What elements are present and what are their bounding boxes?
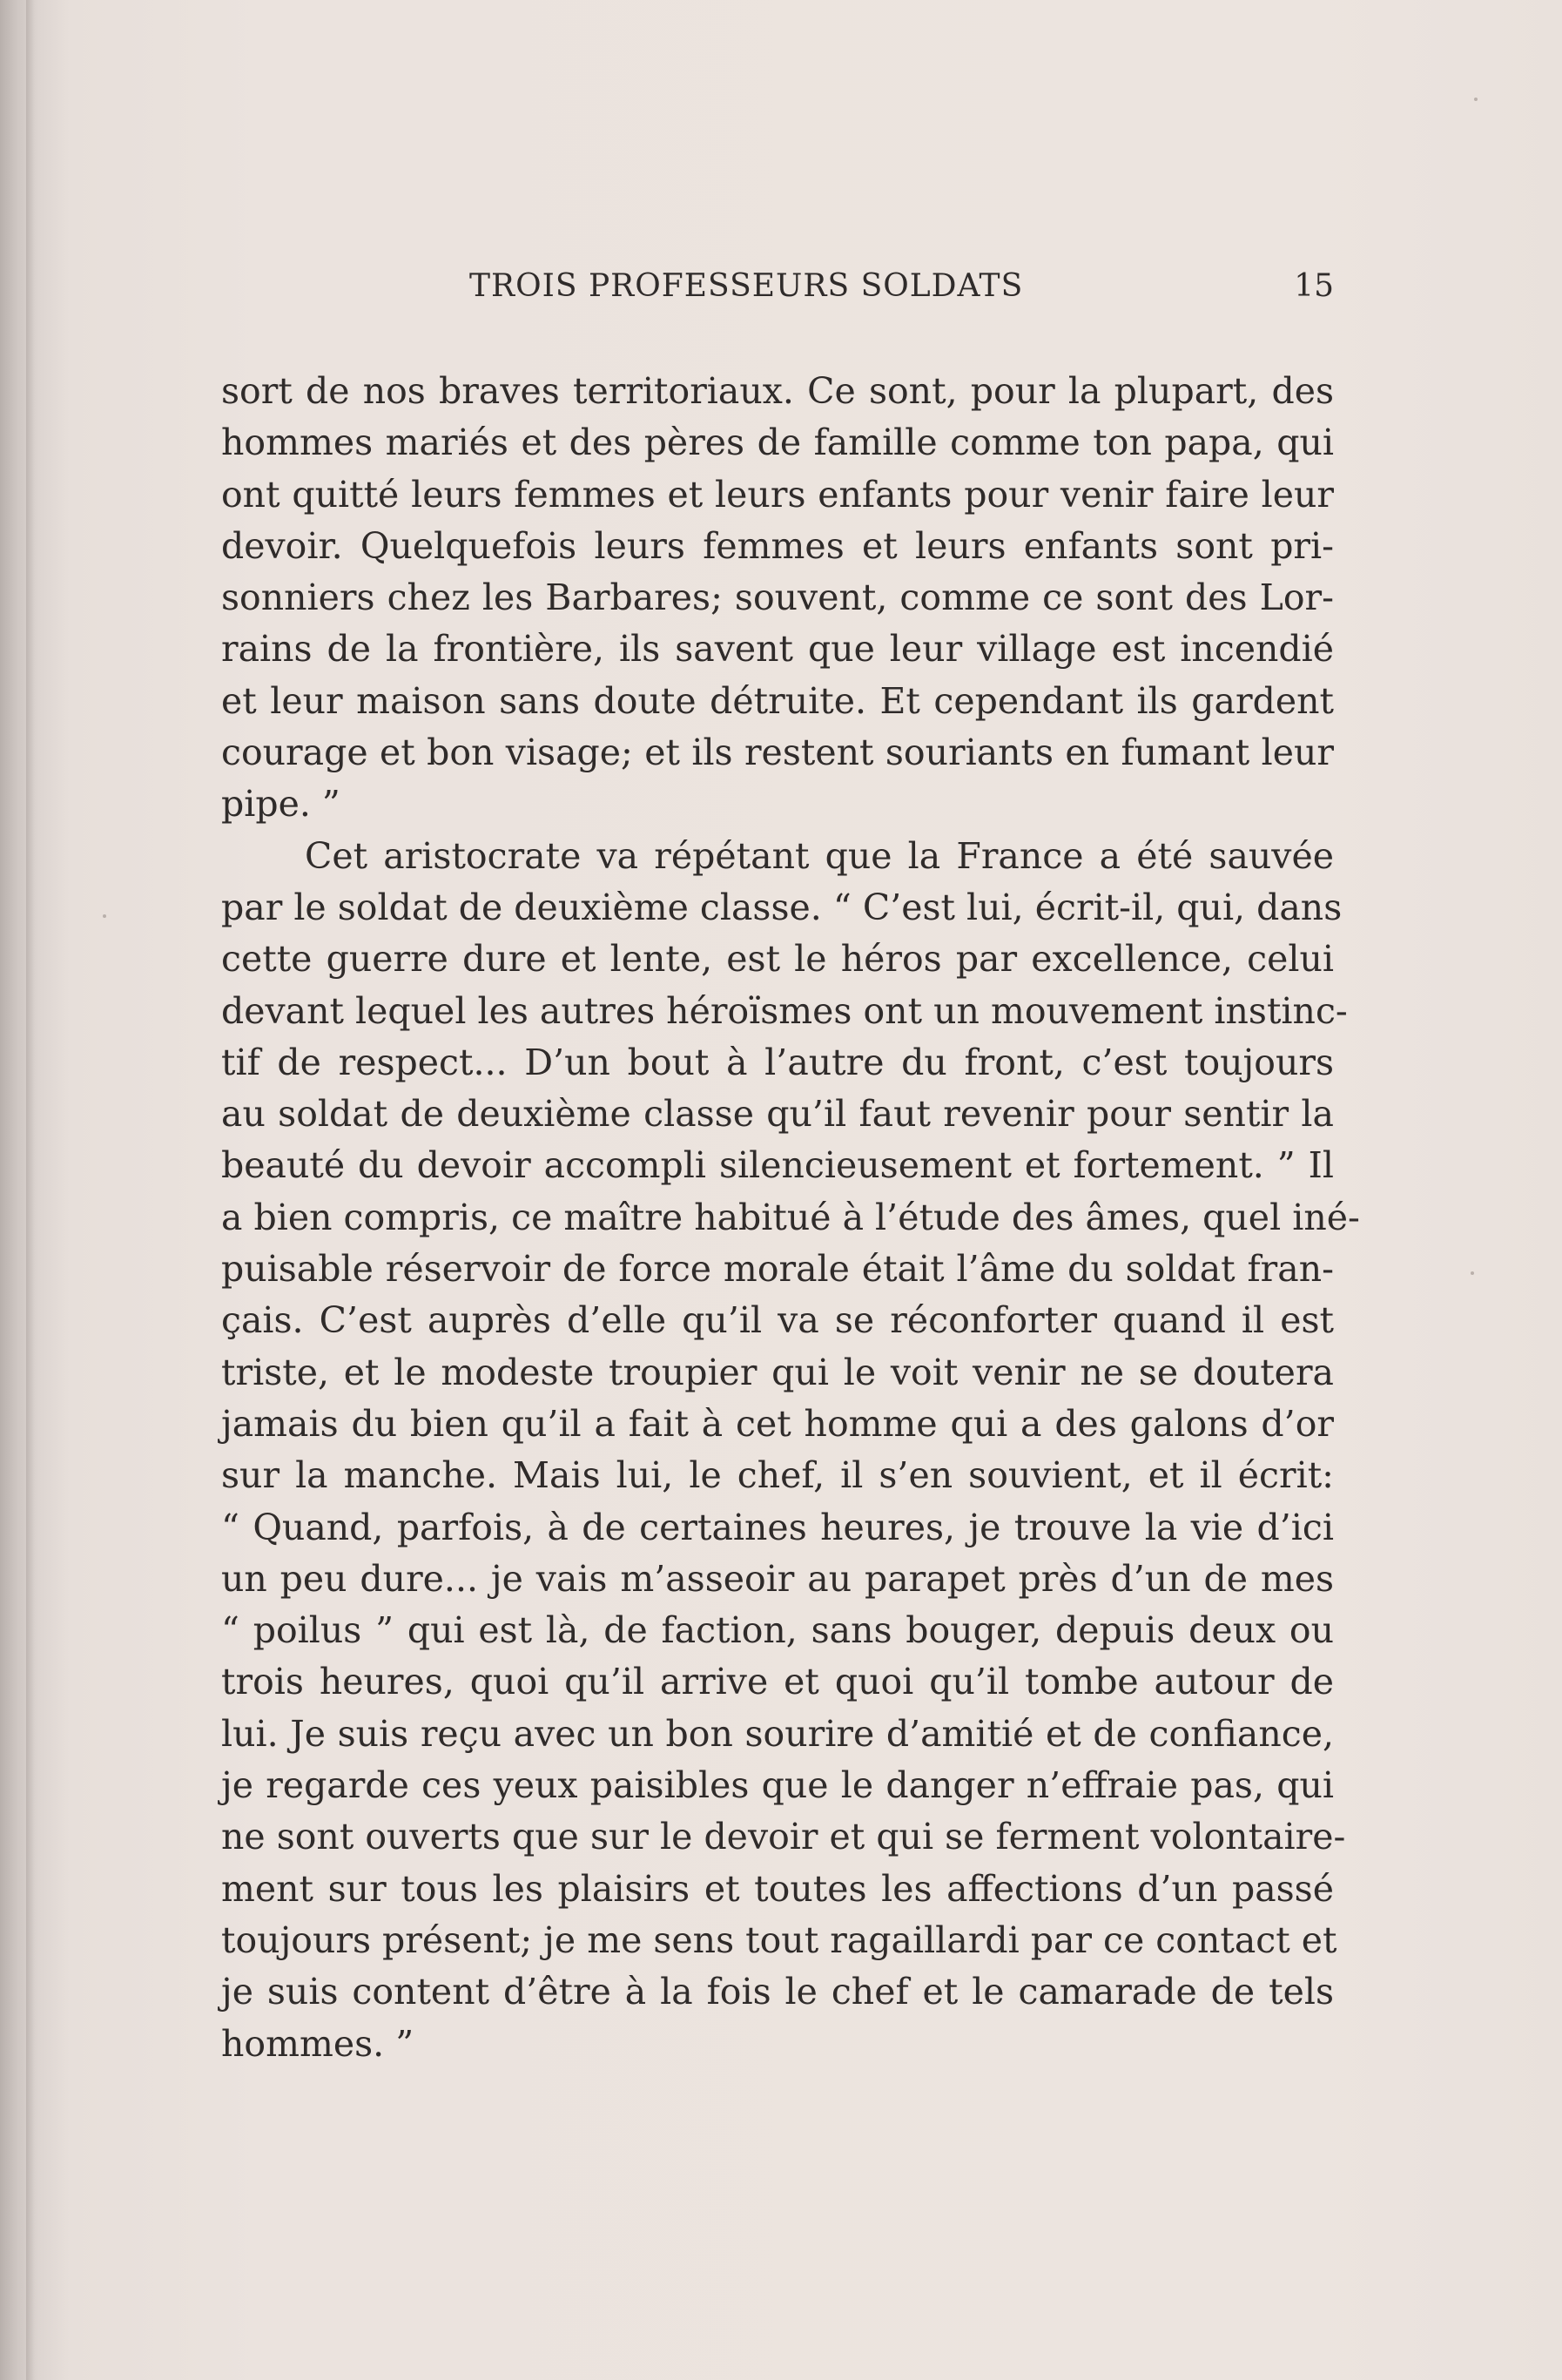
paper-speck: [1471, 1271, 1474, 1275]
text-line: ont quitté leurs femmes et leurs enfants pour venir faire leur: [221, 473, 1334, 516]
body-text: [221, 366, 1360, 2070]
text-line: cette guerre dure et lente, est le héros par excellence, celui: [221, 938, 1334, 981]
text-line: “ poilus ” qui est là, de faction, sans bouger, depuis deux ou: [221, 1609, 1334, 1652]
text-line: toujours présent; je me sens tout ragaillardi par ce contact et: [221, 1918, 1337, 1961]
text-line: trois heures, quoi qu’il arrive et quoi qu’il tombe autour de: [221, 1661, 1334, 1703]
text-line: sort de nos braves territoriaux. Ce sont, pour la plupart, des: [221, 370, 1334, 412]
text-line: triste, et le modeste troupier qui le voit venir ne se doutera: [221, 1351, 1334, 1393]
text-line: sur la manche. Mais lui, le chef, il s’en souvient, et il écrit:: [221, 1454, 1334, 1497]
text-line: hommes mariés et des pères de famille comme ton papa, qui: [221, 421, 1334, 464]
text-line: par le soldat de deuxième classe. “ C’est lui, écrit-il, qui, dans: [221, 886, 1343, 928]
text-line: jamais du bien qu’il a fait à cet homme qui a des galons d’or: [221, 1402, 1334, 1445]
text-line: au soldat de deuxième classe qu’il faut revenir pour sentir la: [221, 1093, 1334, 1136]
running-header: [221, 268, 1334, 317]
text-line: tif de respect... D’un bout à l’autre du front, c’est toujours: [221, 1041, 1334, 1083]
text-line: un peu dure... je vais m’asseoir au parapet près d’un de mes: [221, 1557, 1334, 1600]
running-title: TROIS PROFESSEURS SOLDATS: [469, 268, 1024, 304]
text-line: a bien compris, ce maître habitué à l’étude des âmes, quel iné-: [221, 1196, 1360, 1238]
text-line: hommes. ”: [221, 2022, 414, 2065]
page-number: 15: [1294, 268, 1334, 304]
paper-speck: [1474, 98, 1478, 101]
text-line: devoir. Quelquefois leurs femmes et leurs enfants sont pri-: [221, 524, 1334, 567]
text-line: çais. C’est auprès d’elle qu’il va se réconforter quand il est: [221, 1299, 1334, 1342]
paper-speck: [103, 914, 106, 918]
text-line: pipe. ”: [221, 783, 340, 826]
text-line: courage et bon visage; et ils restent souriants en fumant leur: [221, 732, 1334, 774]
text-line: devant lequel les autres héroïsmes ont un mouvement instinc-: [221, 989, 1348, 1032]
text-line: lui. Je suis reçu avec un bon sourire d’amitié et de confiance,: [221, 1712, 1334, 1755]
text-line: rains de la frontière, ils savent que leur village est incendié: [221, 628, 1334, 671]
text-line: et leur maison sans doute détruite. Et cependant ils gardent: [221, 679, 1334, 722]
text-line: ment sur tous les plaisirs et toutes les affections d’un passé: [221, 1867, 1334, 1910]
text-line: ne sont ouverts que sur le devoir et qui se ferment volontaire-: [221, 1816, 1346, 1858]
text-line: je suis content d’être à la fois le chef et le camarade de tels: [221, 1971, 1334, 2013]
text-line: sonniers chez les Barbares; souvent, comme ce sont des Lor-: [221, 576, 1334, 619]
text-line: Cet aristocrate va répétant que la France a été sauvée: [305, 834, 1334, 877]
page-gutter: [26, 0, 35, 2380]
text-line: puisable réservoir de force morale était l’âme du soldat fran-: [221, 1248, 1334, 1291]
text-line: je regarde ces yeux paisibles que le danger n’effraie pas, qui: [221, 1764, 1334, 1807]
text-line: beauté du devoir accompli silencieusement et fortement. ” Il: [221, 1144, 1334, 1187]
text-line: “ Quand, parfois, à de certaines heures, je trouve la vie d’ici: [221, 1506, 1334, 1548]
